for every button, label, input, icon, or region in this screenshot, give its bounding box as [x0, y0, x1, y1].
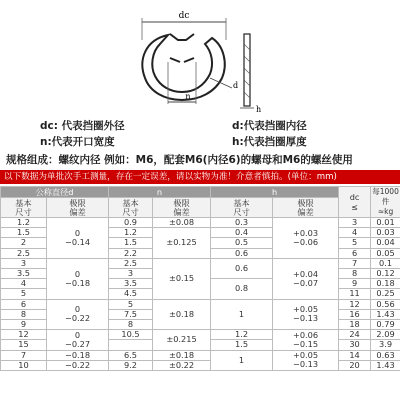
- kg-cell: 0.04: [371, 238, 400, 248]
- d-basic-cell: 5: [1, 289, 47, 299]
- kg-cell: 0.63: [371, 350, 400, 360]
- kg-cell: 0.05: [371, 248, 400, 258]
- header-h-basic: 基本 尺寸: [211, 198, 273, 218]
- d-basic-cell: 1.5: [1, 228, 47, 238]
- n-label: n: [185, 92, 191, 101]
- h-tol-cell: +0.05 −0.13: [273, 350, 339, 370]
- d-basic-cell: 7: [1, 350, 47, 360]
- dc-cell: 14: [339, 350, 371, 360]
- legend-dc: dc: 代表挡圈外径: [40, 120, 125, 132]
- e-clip-shape: [142, 34, 224, 100]
- dc-cell: 12: [339, 299, 371, 309]
- d-tol-cell: 0 −0.14: [47, 218, 109, 259]
- dc-cell: 5: [339, 238, 371, 248]
- table-row: [1, 218, 400, 228]
- table-row: [1, 350, 400, 360]
- d-tol-cell: 0 −0.22: [47, 299, 109, 330]
- header-h-limit: 极限 偏差: [273, 198, 339, 218]
- kg-cell: 0.03: [371, 228, 400, 238]
- kg-cell: 0.18: [371, 279, 400, 289]
- dc-cell: 7: [339, 258, 371, 268]
- n-basic-cell: 8: [109, 320, 153, 330]
- kg-cell: 2.09: [371, 330, 400, 340]
- d-tol-cell: 0 −0.18: [47, 258, 109, 299]
- kg-cell: 1.43: [371, 309, 400, 319]
- d-basic-cell: 1.2: [1, 218, 47, 228]
- n-tol-cell: ±0.18: [153, 299, 211, 330]
- dc-cell: 8: [339, 269, 371, 279]
- n-tol-cell: ±0.125: [153, 228, 211, 259]
- n-basic-cell: 2.5: [109, 258, 153, 268]
- n-basic-cell: 3.5: [109, 279, 153, 289]
- n-basic-cell: 7.5: [109, 309, 153, 319]
- size-table: [0, 186, 400, 371]
- e-clip-side-view: [244, 34, 250, 106]
- d-tol-cell: −0.22: [47, 360, 109, 370]
- d-basic-cell: 3.5: [1, 269, 47, 279]
- h-basic-cell: 0.4: [211, 228, 273, 238]
- dc-cell: 24: [339, 330, 371, 340]
- d-tol-cell: −0.18: [47, 350, 109, 360]
- n-tol-cell: ±0.15: [153, 258, 211, 299]
- d-basic-cell: 15: [1, 340, 47, 350]
- n-basic-cell: 9.2: [109, 360, 153, 370]
- d-basic-cell: 9: [1, 320, 47, 330]
- n-basic-cell: 1.2: [109, 228, 153, 238]
- n-basic-cell: 3: [109, 269, 153, 279]
- h-tol-cell: +0.05 −0.13: [273, 299, 339, 330]
- h-basic-cell: 0.8: [211, 279, 273, 299]
- n-basic-cell: 10.5: [109, 330, 153, 340]
- kg-cell: 1.43: [371, 360, 400, 370]
- dc-cell: 20: [339, 360, 371, 370]
- d-basic-cell: 3: [1, 258, 47, 268]
- legend-h: h:代表挡圈厚度: [232, 136, 307, 148]
- kg-cell: 0.56: [371, 299, 400, 309]
- header-nominal-diameter: 公称直径d: [1, 187, 109, 198]
- h-basic-cell: 0.6: [211, 258, 273, 278]
- n-basic-cell: 2.2: [109, 248, 153, 258]
- dc-cell: 6: [339, 248, 371, 258]
- dc-cell: 4: [339, 228, 371, 238]
- header-weight: 每1000件 ≈kg: [372, 187, 399, 216]
- n-tol-cell: ±0.22: [153, 360, 211, 370]
- d-tol-cell: 0 −0.27: [47, 330, 109, 350]
- n-basic-cell: 1.5: [109, 238, 153, 248]
- dc-label: dc: [178, 11, 190, 21]
- dc-cell: 18: [339, 320, 371, 330]
- d-basic-cell: 2.5: [1, 248, 47, 258]
- kg-cell: 0.01: [371, 218, 400, 228]
- table-row: [1, 299, 400, 309]
- n-tol-cell: ±0.215: [153, 330, 211, 350]
- h-tol-cell: +0.03 −0.06: [273, 218, 339, 259]
- header-dc: dc ≤: [339, 187, 371, 218]
- table-row: [1, 258, 400, 268]
- h-basic-cell: 1: [211, 350, 273, 370]
- n-basic-cell: 4.5: [109, 289, 153, 299]
- n-basic-cell: 5: [109, 299, 153, 309]
- h-basic-cell: 0.3: [211, 218, 273, 228]
- h-tol-cell: +0.06 −0.15: [273, 330, 339, 350]
- h-tol-cell: +0.04 −0.07: [273, 258, 339, 299]
- n-tol-cell: ±0.08: [153, 218, 211, 228]
- h-basic-cell: 0.6: [211, 248, 273, 258]
- d-basic-cell: 12: [1, 330, 47, 340]
- d-basic-cell: 6: [1, 299, 47, 309]
- n-basic-cell: 6.5: [109, 350, 153, 360]
- spec-description: 规格组成：螺纹内径 例如：M6，配套M6(内径6)的螺母和M6的螺丝使用: [6, 154, 353, 166]
- header-d-basic: 基本 尺寸: [1, 198, 47, 218]
- h-label: h: [256, 105, 262, 114]
- kg-cell: 0.25: [371, 289, 400, 299]
- table-row: [1, 330, 400, 340]
- kg-cell: 0.79: [371, 320, 400, 330]
- d-basic-cell: 10: [1, 360, 47, 370]
- legend-d: d:代表挡圈内径: [232, 120, 307, 132]
- header-n-limit: 极限 偏差: [153, 198, 211, 218]
- d-basic-cell: 4: [1, 279, 47, 289]
- n-basic-cell: 0.9: [109, 218, 153, 228]
- kg-cell: 3.9: [371, 340, 400, 350]
- dc-cell: 3: [339, 218, 371, 228]
- dc-cell: 30: [339, 340, 371, 350]
- dc-cell: 16: [339, 309, 371, 319]
- h-basic-cell: 1.2: [211, 330, 273, 340]
- d-basic-cell: 8: [1, 309, 47, 319]
- e-clip-diagram: [0, 0, 400, 115]
- notice-banner: 以下数据为单批次手工测量，存在一定误差，请以实物为准！介意者慎拍。(单位：mm): [0, 170, 400, 184]
- legend-n: n:代表开口宽度: [40, 136, 115, 148]
- kg-cell: 0.1: [371, 258, 400, 268]
- h-basic-cell: 1: [211, 299, 273, 330]
- header-h: h: [211, 187, 339, 198]
- d-label: d: [233, 81, 239, 90]
- d-basic-cell: 2: [1, 238, 47, 248]
- table-row: [1, 360, 400, 370]
- dc-cell: 9: [339, 279, 371, 289]
- header-n-basic: 基本 尺寸: [109, 198, 153, 218]
- header-n: n: [109, 187, 211, 198]
- n-tol-cell: ±0.18: [153, 350, 211, 360]
- header-d-limit: 极限 偏差: [47, 198, 109, 218]
- dc-cell: 11: [339, 289, 371, 299]
- h-basic-cell: 0.5: [211, 238, 273, 248]
- n-basic-cell: [109, 340, 153, 350]
- kg-cell: 0.12: [371, 269, 400, 279]
- h-basic-cell: 1.5: [211, 340, 273, 350]
